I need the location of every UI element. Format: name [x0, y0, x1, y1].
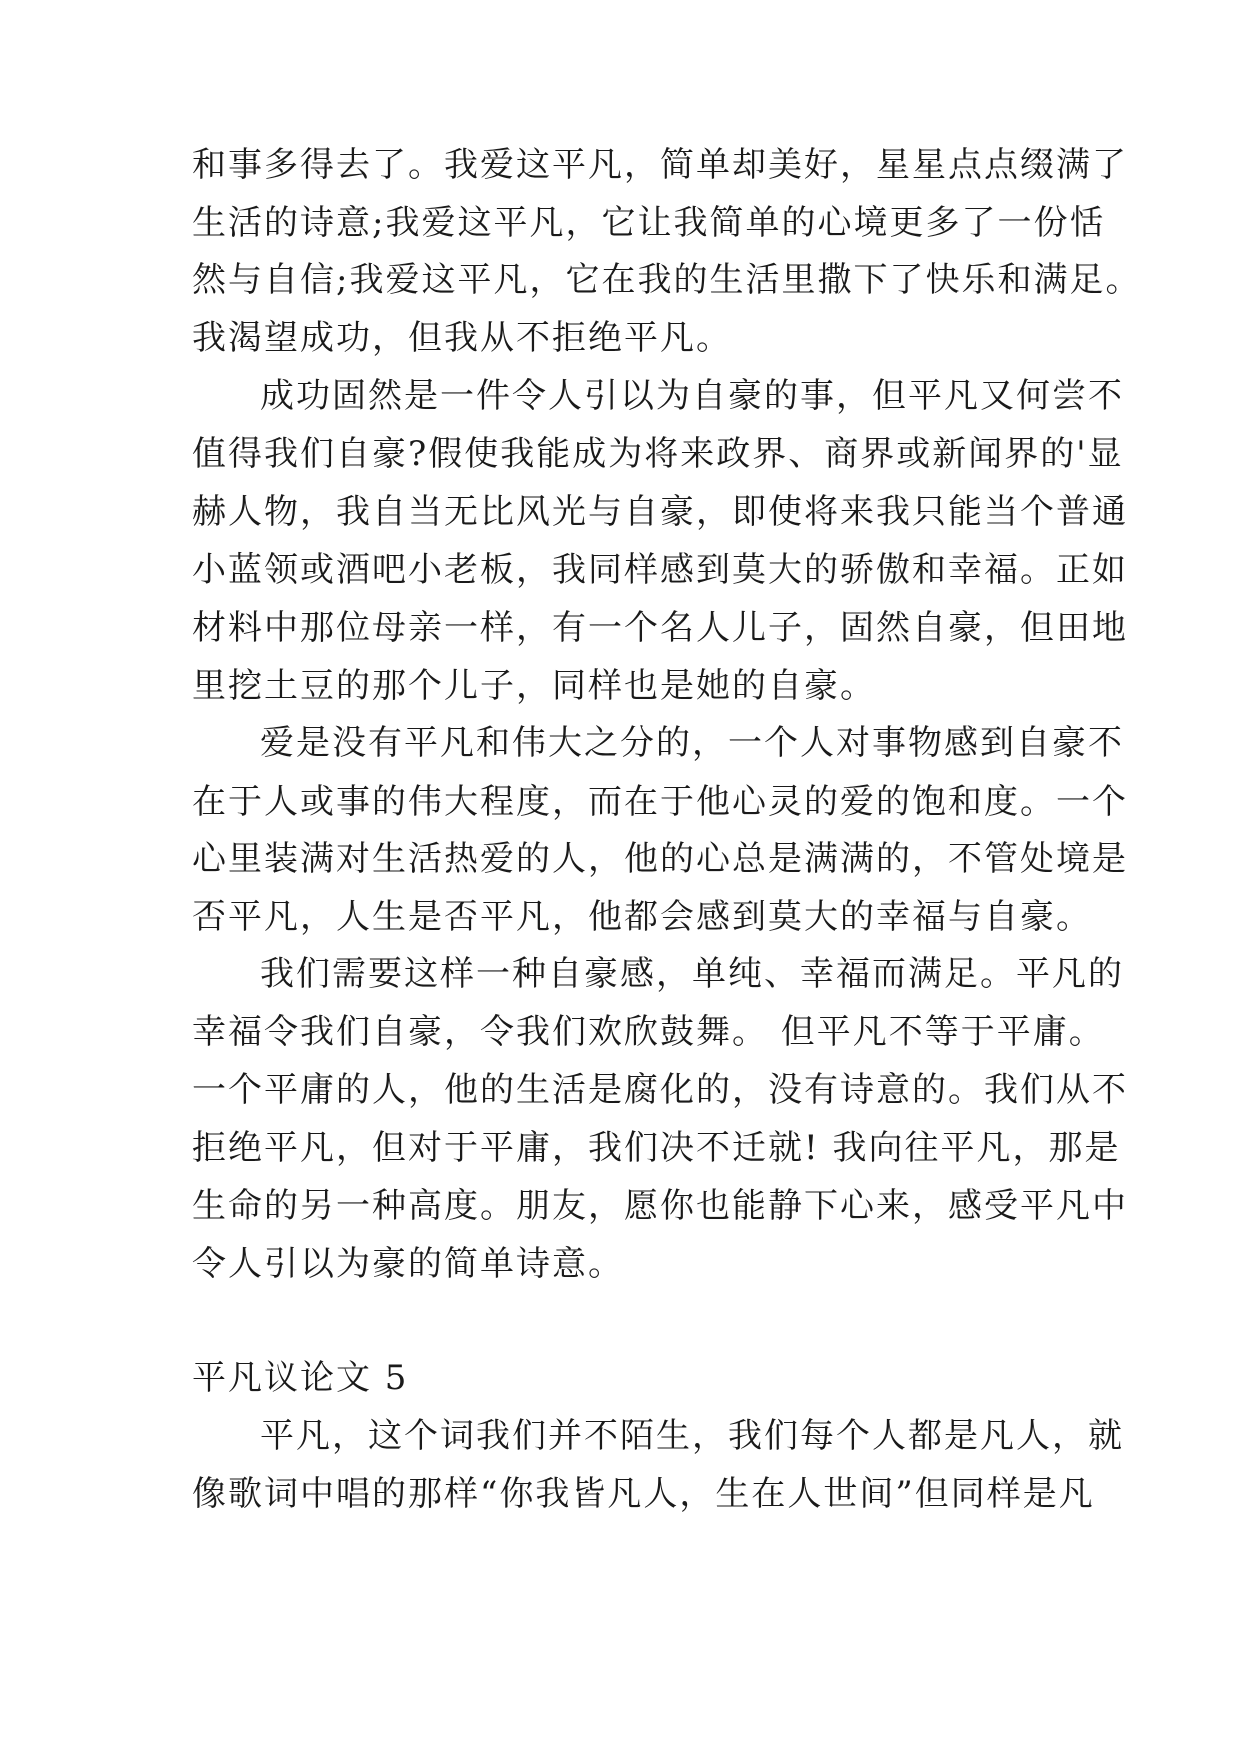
text-line: 赫人物，我自当无比风光与自豪，即使将来我只能当个普通 [192, 492, 1128, 532]
text-line: 拒绝平凡，但对于平庸，我们决不迁就! 我向往平凡，那是 [192, 1128, 1121, 1168]
text-line: 幸福令我们自豪，令我们欢欣鼓舞。 但平凡不等于平庸。 [192, 1012, 1105, 1052]
paragraph-first-line: 成功固然是一件令人引以为自豪的事，但平凡又何尝不 [260, 376, 1124, 416]
text-line: 令人引以为豪的简单诗意。 [192, 1244, 624, 1284]
text-line: 里挖土豆的那个儿子，同样也是她的自豪。 [192, 666, 876, 706]
text-line: 我渴望成功，但我从不拒绝平凡。 [192, 318, 732, 358]
text-line: 然与自信;我爱这平凡，它在我的生活里撒下了快乐和满足。 [192, 260, 1142, 300]
text-line: 一个平庸的人，他的生活是腐化的，没有诗意的。我们从不 [192, 1070, 1128, 1110]
text-line: 在于人或事的伟大程度，而在于他心灵的爱的饱和度。一个 [192, 782, 1128, 822]
text-line: 生命的另一种高度。朋友，愿你也能静下心来，感受平凡中 [192, 1186, 1128, 1226]
text-line: 值得我们自豪?假使我能成为将来政界、商界或新闻界的'显 [192, 434, 1124, 474]
text-line: 像歌词中唱的那样“你我皆凡人，生在人世间”但同样是凡 [192, 1474, 1095, 1514]
paragraph-first-line: 我们需要这样一种自豪感，单纯、幸福而满足。平凡的 [260, 954, 1124, 994]
text-line: 生活的诗意;我爱这平凡，它让我简单的心境更多了一份恬 [192, 203, 1106, 243]
text-line: 否平凡，人生是否平凡，他都会感到莫大的幸福与自豪。 [192, 897, 1092, 937]
paragraph-first-line: 平凡，这个词我们并不陌生，我们每个人都是凡人，就 [260, 1416, 1124, 1456]
paragraph-first-line: 爱是没有平凡和伟大之分的，一个人对事物感到自豪不 [260, 723, 1124, 763]
text-line: 心里装满对生活热爱的人，他的心总是满满的，不管处境是 [192, 839, 1128, 879]
section-heading: 平凡议论文 5 [192, 1358, 409, 1398]
text-line: 材料中那位母亲一样，有一个名人儿子，固然自豪，但田地 [192, 608, 1128, 648]
text-line: 小蓝领或酒吧小老板，我同样感到莫大的骄傲和幸福。正如 [192, 550, 1128, 590]
text-line: 和事多得去了。我爱这平凡，简单却美好，星星点点缀满了 [192, 145, 1128, 185]
